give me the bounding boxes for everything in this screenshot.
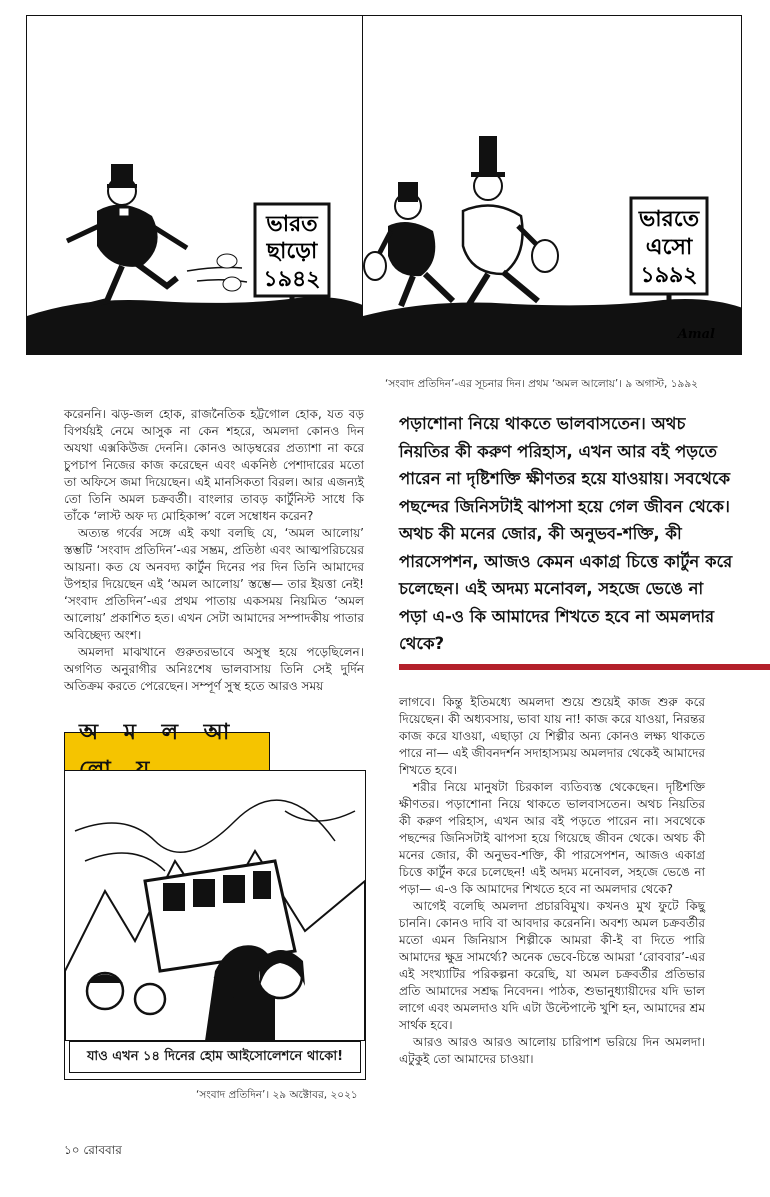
left-paragraph: করেননি। ঝড়-জল হোক, রাজনৈতিক হট্টগোল হোক, যত বড় বিপর্যয়ই নেমে আসুক না কেন শহরে, অমলদা কোনও দিন অযথা এক্সকিউজ দেননি। কোনও আড়ম্বরের প্রত্যাশা না করে চুপচাপ নিজের কাজ করেছেন এবং একনিষ্ঠ পেশাদারের মতো তা অফিসে জমা দিয়েছেন। এই মানসিকতা বিরল। আর এজন্যই তো তিনি অমল চক্রবর্তী। বাংলার তাবড় কার্টুনিস্ট সাধে কি তাঁকে ‘লাস্ট অফ দ্য মোহিকান্স’ বলে সম্বোধন করেন? bbox=[64, 407, 364, 523]
cartoon-signature: Amal bbox=[677, 327, 715, 342]
inset-cartoon-frame bbox=[64, 770, 366, 1080]
left-sign-line3: ১৯৪২ bbox=[263, 267, 321, 292]
cartoon-right-drawing bbox=[363, 16, 742, 355]
inset-cartoon-drawing bbox=[65, 771, 365, 1041]
left-paragraph: অমলদা মাঝখানে গুরুতরভাবে অসুস্থ হয়ে পড়েছিলেন। অগণিত অনুরাগীর অনিঃশেষ ভালবাসায় তিনি সেই দুর্দিন অতিক্রম করতে পেরেছেন। সম্পূর্ণ সুস্থ হতে আরও সময় bbox=[64, 645, 364, 693]
right-sign-line2: এসো bbox=[645, 235, 693, 260]
inset-caption: ‘সংবাদ প্রতিদিন’। ২৯ অক্টোবর, ২০২১ bbox=[196, 1089, 358, 1101]
right-paragraph: লাগবে। কিন্তু ইতিমধ্যে অমলদা শুয়ে শুয়েই কাজ শুরু করে দিয়েছেন। কী অধ্যবসায়, ভাবা যায় না! কাজ করে যাওয়া, নিরন্তর কাজ করে যাওয়া, এছাড়া যে শিল্পীর অন্য কোনও লক্ষ্য থাকতে পারে না— এই জীবনদর্শন সদাহাস্যময় অমলদার থেকেই আমাদের শিখতে হবে। bbox=[399, 695, 705, 777]
cartoon-panel-right bbox=[362, 15, 742, 355]
right-column bbox=[399, 694, 705, 1068]
left-sign-line1: ভারত bbox=[266, 212, 318, 237]
left-paragraph: অত্যন্ত গর্বের সঙ্গে এই কথা বলছি যে, ‘অমল আলোয়’ স্তম্ভটি ‘সংবাদ প্রতিদিন’-এর সম্ভ্রম, প্রতিষ্ঠা এবং আত্মপরিচয়ের আয়না। কত যে অনবদ্য কার্টুন দিনের পর দিন তিনি আমাদের উপহার দিয়েছেন এই ‘অমল আলোয়’ স্তম্ভে— তার ইয়ত্তা নেই! ‘সংবাদ প্রতিদিন’-এর প্রথম পাতায় একসময় নিয়মিত ‘অমল আলোয়’ প্রকাশিত হত। এখন সেটা আমাদের সম্পাদকীয় পাতার অবিচ্ছেদ্য অংশ। bbox=[64, 526, 364, 642]
inset-title: অ ম ল আ bbox=[64, 732, 270, 772]
right-paragraph: শরীর নিয়ে মানুষটা চিরকাল ব্যতিব্যস্ত থেকেছেন। দৃষ্টিশক্তি ক্ষীণতর। পড়াশোনা নিয়ে থাকতে ভালবাসতেন। অথচ নিয়তির কী করুণ পরিহাস, এখন আর বই পড়তে পারেন না। সবথেকে পছন্দের জিনিসটাই ঝাপসা হয়ে গিয়েছে জীবন থেকে। অথচ কী মনের জোর, কী অনুভব-শক্তি, কী পারসেপশন, আজও একাগ্র চিত্তে কার্টুন করে চলেছেন! এই অদম্য মনোবল, সহজে ভেঙে না পড়া— এ-ও কি আমাদের শিখতে হবে না অমলদার থেকে? bbox=[399, 780, 705, 896]
right-sign-line3: ১৯৯২ bbox=[640, 263, 698, 288]
right-paragraph: আগেই বলেছি অমলদা প্রচারবিমুখ। কখনও মুখ ফুটে কিছু চাননি। কোনও দাবি বা আবদার করেননি। অবশ্য অমল চক্রবর্তীর মতো এমন জিনিয়াস শিল্পীকে আমরা কী-ই বা দিতে পারি আমাদের ক্ষুদ্র সামর্থ্যে? অনেক ভেবে-চিন্তে আমরা ‘রোববার’-এর এই সংখ্যাটির পরিকল্পনা করেছি, যা অমল চক্রবর্তীর প্রতিভার প্রতি আমাদের সশ্রদ্ধ নিবেদন। পাঠক, শুভানুধ্যায়ীদের যদি ভাল লাগে এবং অমলদাও যদি এটা উল্টেপাল্টে খুশি হন, আমাদের শ্রম সার্থক হবে। bbox=[399, 899, 705, 1032]
top-cartoon-caption: ‘সংবাদ প্রতিদিন’-এর সূচনার দিন। প্রথম ‘অমল আলোয়’। ৯ অগাস্ট, ১৯৯২ bbox=[384, 378, 698, 390]
red-divider bbox=[399, 664, 770, 670]
pull-quote: পড়াশোনা নিয়ে থাকতে ভালবাসতেন। অথচ নিয়তির কী করুণ পরিহাস, এখন আর বই পড়তে পারেন না দৃষ্টিশক্তি ক্ষীণতর হয়ে যাওয়ায়। সবথেকে পছন্দের জিনিসটাই ঝাপসা হয়ে গেল জীবন থেকে। অথচ কী মনের জোর, কী অনুভব-শক্তি, কী পারসেপশন, আজও কেমন একাগ্র চিত্তে কার্টুন করে চলেছেন। এই অদম্য মনোবল, সহজে ভেঙে না পড়া এ-ও কি আমাদের শিখতে হবে না অমলদার থেকে? bbox=[399, 414, 733, 653]
inset-speech-bubble: যাও এখন ১৪ দিনের হোম আইসোলেশনে থাকো! bbox=[69, 1041, 361, 1073]
left-column bbox=[64, 406, 364, 695]
right-paragraph: আরও আরও আরও আলোয় চারিপাশ ভরিয়ে দিন অমলদা। এটুকুই তো আমাদের চাওয়া। bbox=[399, 1035, 705, 1066]
left-sign-line2: ছাড়ো bbox=[266, 239, 318, 264]
page-footer: ১০ রোববার bbox=[64, 1143, 122, 1157]
cartoon-panel-left bbox=[26, 15, 364, 355]
right-sign-line1: ভারতে bbox=[638, 207, 700, 232]
cartoon-left-drawing bbox=[27, 16, 364, 355]
